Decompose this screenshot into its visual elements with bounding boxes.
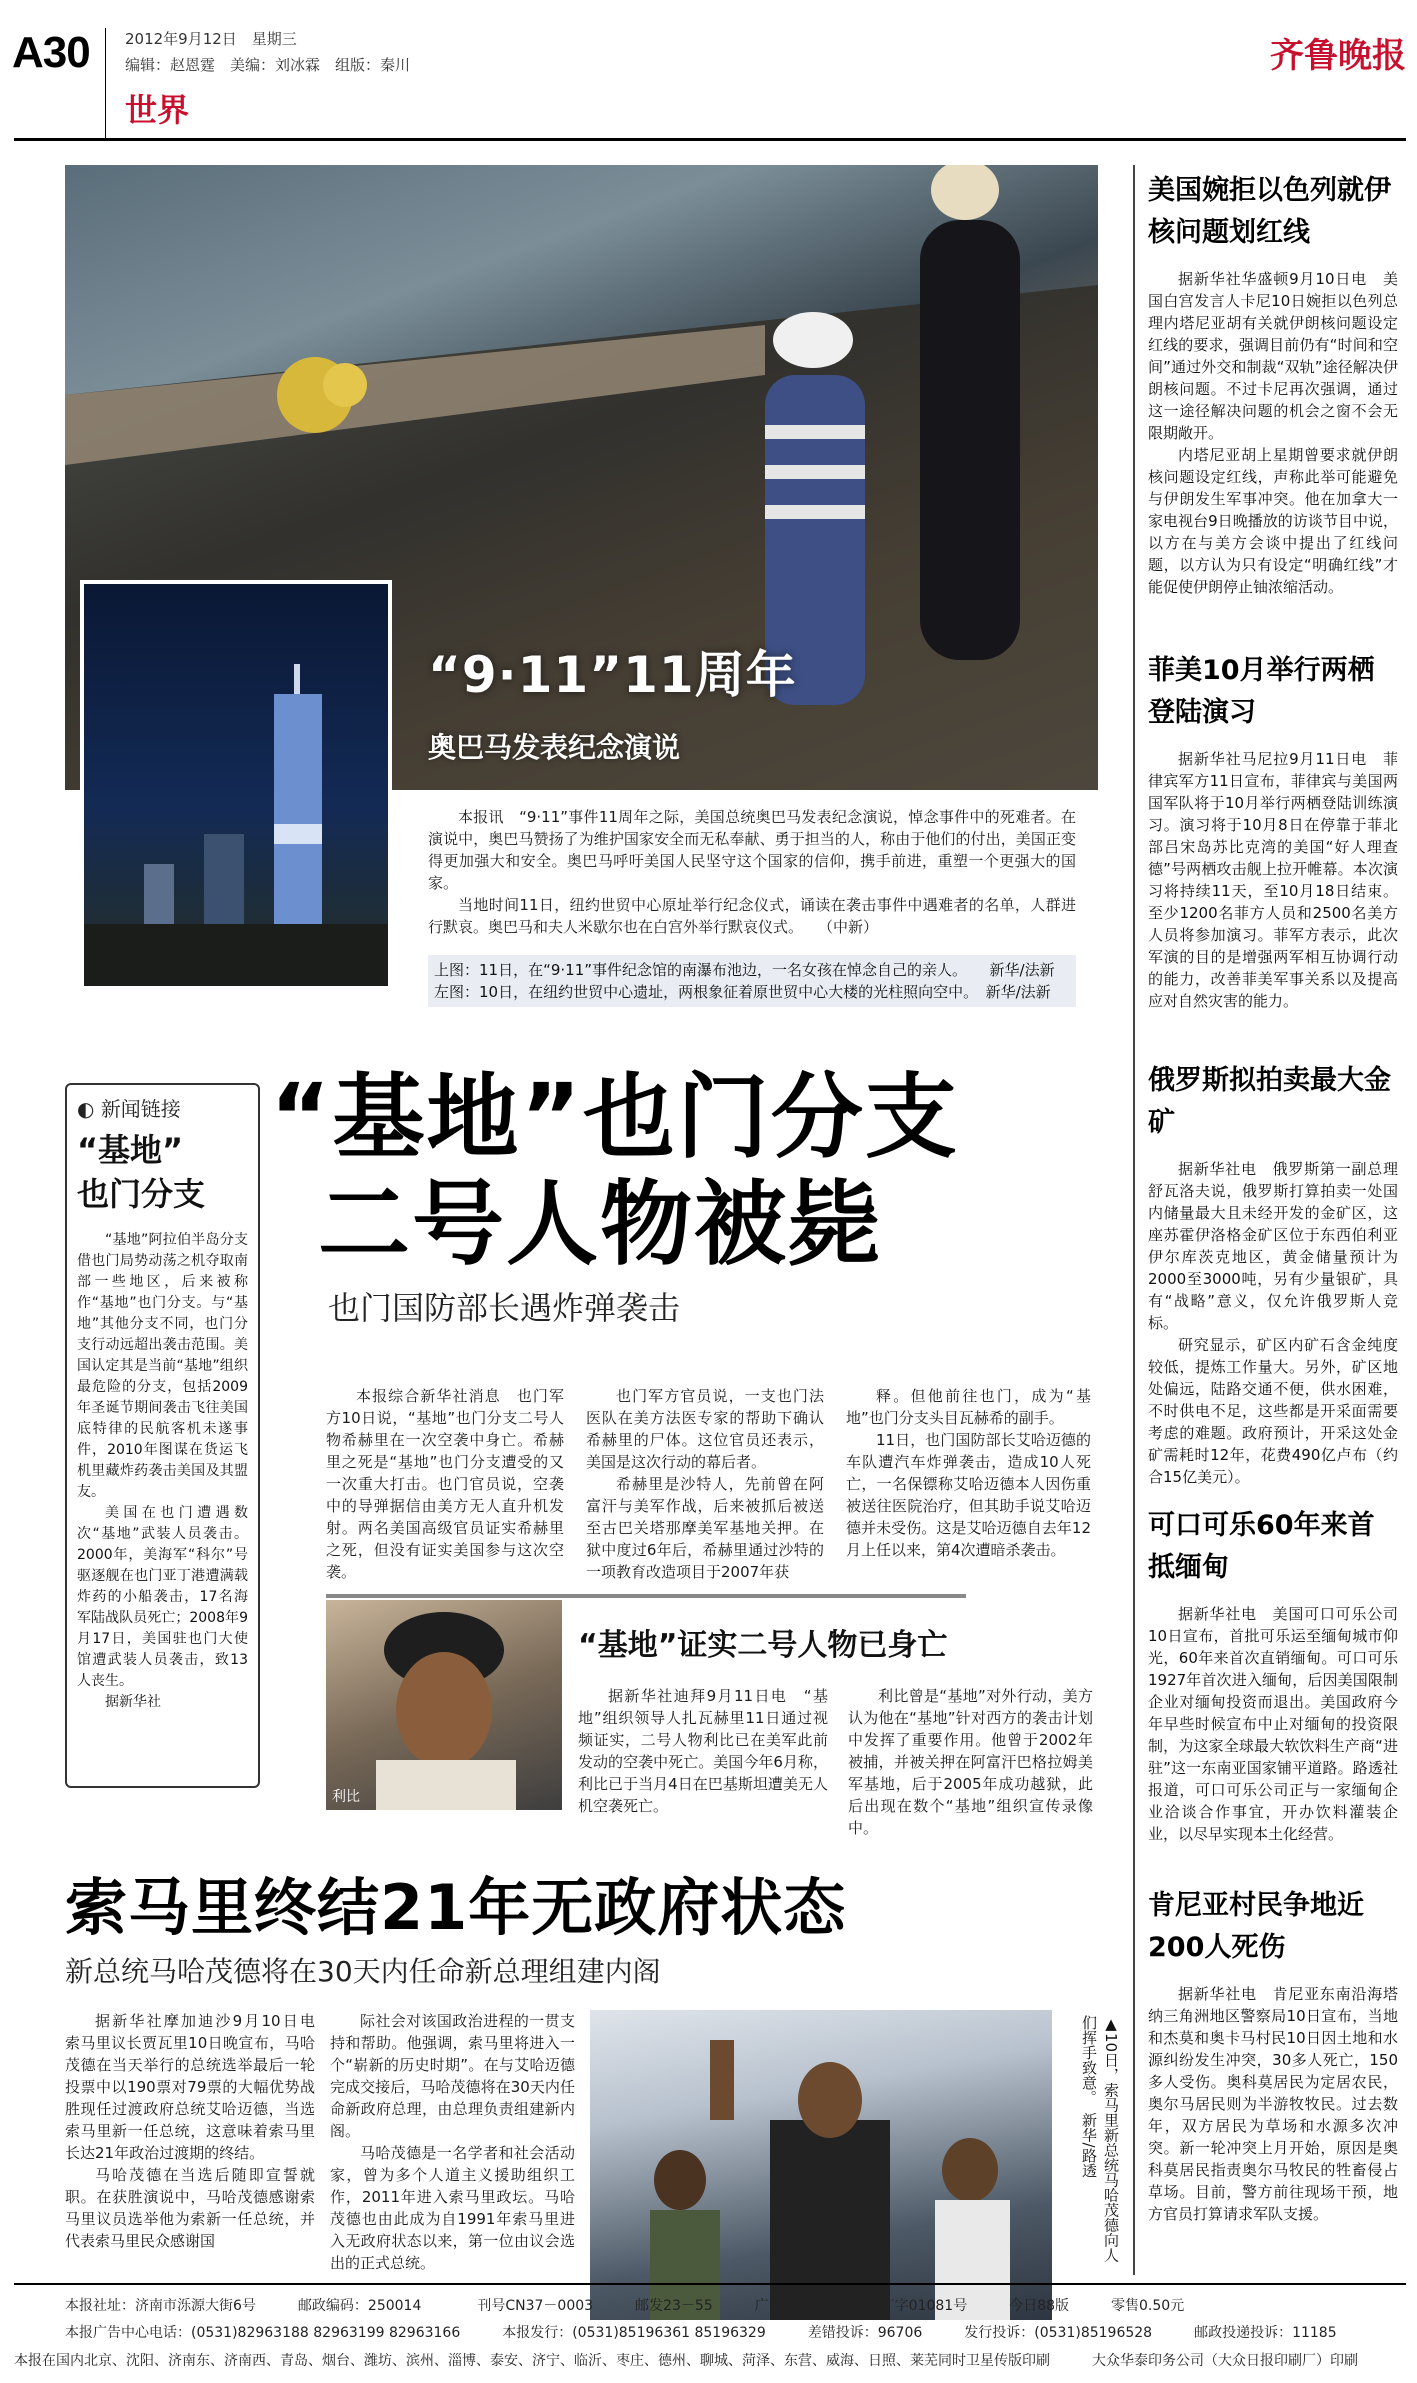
qaeda-sub-right: 利比曾是“基地”对外行动，美方认为他在“基地”针对西方的袭击计划中发挥了重要作用。他曾于2002年被捕，并被关押在阿富汗巴格拉姆美军基地，后于2005年成功越狱，此后出现在数个“基地”组织宣传录像中。 [848, 1687, 1093, 1837]
photo-caption: 上图：11日，在“9·11”事件纪念馆的南瀑布池边，一名女孩在悼念自己的亲人。 新华/法新 [434, 961, 1055, 979]
qaeda-sub-headline: “基地”证实二号人物已身亡 [578, 1628, 948, 1663]
brief-kenya [1148, 1885, 1398, 2225]
lead-headline: “9·11”11周年 [428, 646, 797, 704]
somalia-headline: 索马里终结21年无政府状态 [65, 1871, 847, 1944]
qaeda-headline-line1: “基地”也门分支 [270, 1064, 959, 1171]
somalia-paragraph: 马哈茂德是一名学者和社会活动家，曾为多个人道主义援助组织工作，2011年进入索马里政坛。马哈茂德也由此成为自1991年索马里进入无政府状态以来，第一位由议会选出的正式总统。 [330, 2144, 575, 2272]
rabbi-photo [326, 1600, 562, 1810]
header-rule [14, 138, 1406, 141]
brief-title: 俄罗斯拟拍卖最大金矿 [1148, 1065, 1391, 1138]
brief-paragraph: 内塔尼亚胡上星期曾要求就伊朗核问题设定红线，声称此举可能避免与伊朗发生军事冲突。他在加拿大一家电视台9日晚播放的访谈节目中说，以方在与美方会谈中提出了红线问题，以方认为只有设定“明确红线”才能促使伊朗停止铀浓缩活动。 [1148, 446, 1398, 596]
somalia-paragraph: 际社会对该国政治进程的一贯支持和帮助。他强调，索马里将进入一个“崭新的历史时期”。在与艾哈迈德完成交接后，马哈茂德将在30天内任命新政府总理，由总理负责组建新内阁。 [330, 2012, 575, 2140]
brief-paragraph: 据新华社电 美国可口可乐公司10日宣布，首批可乐运至缅甸城市仰光，60年来首次直销缅甸。可口可乐1927年首次进入缅甸，后因美国限制企业对缅甸投资而退出。美国政府今年早些时候宣布中止对缅甸的投资限制，为这家全球最大软饮料生产商“进驻”这一东南亚国家铺平道路。路透社报道，可口可乐公司正与一家缅甸企业洽谈合作事宜，开办饮料灌装企业，以尽早实现本土化经营。 [1148, 1605, 1398, 1843]
lead-captions [428, 955, 1076, 1007]
brief-israel [1148, 170, 1398, 598]
qaeda-col2 [586, 1385, 824, 1583]
brief-cocacola [1148, 1505, 1398, 1845]
issue-date: 2012年9月12日 星期三 [125, 30, 297, 48]
footer-line: 本报在国内北京、沈阳、济南东、济南西、青岛、烟台、潍坊、滨州、淄博、泰安、济宁、临沂、枣庄、德州、聊城、菏泽、东营、威海、日照、莱芜同时卫星传版印刷 大众华泰印务公司（大众日报印刷厂）印刷 [14, 2353, 1358, 2369]
brief-body [1148, 1603, 1398, 1845]
rabbi-photo-art [326, 1600, 562, 1810]
footer-line: 本报社址：济南市泺源大街6号 邮政编码：250014 刊号CN37－0003 邮发23－55 广告许可证：鲁工商广字01081号 今日88版 零售0.50元 [65, 2298, 1185, 2314]
qaeda-sub-left: 据新华社迪拜9月11日电 “基地”组织领导人扎瓦赫里11日通过视频证实，二号人物利比已在美军此前发动的空袭中死亡。美国今年6月称，利比已于当月4日在巴基斯坦遭美无人机空袭死亡。 [578, 1687, 828, 1815]
brief-title: 可口可乐60年来首抵缅甸 [1148, 1510, 1375, 1583]
newspaper-logo: 齐鲁晚报 [1270, 36, 1406, 76]
section-title: 世界 [125, 91, 190, 129]
somalia-subhead: 新总统马哈茂德将在30天内任命新总理组建内阁 [65, 1955, 661, 1988]
brief-philippines [1148, 650, 1398, 1012]
footer-rule [14, 2283, 1406, 2285]
brief-title: 美国婉拒以色列就伊核问题划红线 [1148, 175, 1391, 248]
brief-body [1148, 748, 1398, 1012]
qaeda-paragraph: 也门军方官员说，一支也门法医队在美方法医专家的帮助下确认希赫里的尸体。这位官员还表示，美国是这次行动的幕后者。 [586, 1387, 824, 1471]
qaeda-paragraph: 希赫里是沙特人，先前曾在阿富汗与美军作战，后来被抓后被送至古巴关塔那摩美军基地关押。在狱中度过6年后，希赫里通过沙特的一项教育改造项目于2007年获 [586, 1475, 824, 1581]
news-link-paragraph: “基地”阿拉伯半岛分支借也门局势动荡之机夺取南部一些地区，后来被称作“基地”也门分支。与“基地”其他分支不同，也门分支行动远超出袭击范围。美国认定其是当前“基地”组织最危险的分支，包括2009年圣诞节期间袭击飞往美国底特律的民航客机未遂事件，2010年图谋在货运飞机里藏炸药袭击美国及其盟友。 [77, 1232, 248, 1500]
news-link-box [65, 1083, 260, 1788]
footer-line: 本报广告中心电话：(0531)82963188 82963199 82963166 本报发行：(0531)85196361 85196329 差错投诉：96706 发行投诉：(0531)85196528 邮政投递投诉：11185 [65, 2325, 1337, 2341]
brief-body [1148, 268, 1398, 598]
qaeda-col1 [326, 1385, 564, 1583]
brief-paragraph: 据新华社电 肯尼亚东南沿海塔纳三角洲地区警察局10日宣布，当地和杰莫和奥卡马村民10日因土地和水源纠纷发生冲突，30多人死亡，150多人受伤。奥科莫居民为定居农民，奥尔马居民则为半游牧牧民。过去数年，双方居民为草场和水源多次冲突。新一轮冲突上月开始，原因是奥科莫居民指责奥尔马牧民的牲畜侵占草场。目前，警方前往现场干预，地方官员打算请求军队支援。 [1148, 1985, 1398, 2223]
somalia-paragraph: 据新华社摩加迪沙9月10日电 索马里议长贾瓦里10日晚宣布，马哈茂德在当天举行的总统选举最后一轮投票中以190票对79票的大幅优势战胜现任过渡政府总统艾哈迈德，当选索马里新一任总统，这意味着索马里长达21年政治过渡期的终结。 [65, 2012, 331, 2162]
editor-credits: 编辑：赵恩霆 美编：刘冰霖 组版：秦川 [125, 56, 411, 74]
tribute-lights-photo [80, 580, 392, 990]
lead-subhead: 奥巴马发表纪念演说 [428, 731, 681, 764]
tribute-lights-art [84, 584, 388, 986]
brief-paragraph: 研究显示，矿区内矿石含金纯度较低，提炼工作量大。另外，矿区地处偏远，陆路交通不便，供水困难，不时供电不足，这些都是开采面需要考虑的难题。政府预计，开采这处金矿需耗时12年，花费490亿卢布（约合15亿美元）。 [1148, 1336, 1398, 1486]
news-link-tag: ◐ 新闻链接 [77, 1097, 181, 1121]
news-link-body [77, 1230, 248, 1713]
somalia-photo-caption: ▲10日，索马里新总统马哈茂德向人们挥手致意。 新华/路透 [1080, 2015, 1120, 2263]
brief-paragraph: 据新华社华盛顿9月10日电 美国白宫发言人卡尼10日婉拒以色列总理内塔尼亚胡有关就伊朗核问题设定红线的要求，强调目前仍有“时间和空间”通过外交和制裁“双轨”途径解决伊朗核问题。不过卡尼再次强调，通过这一途径解决问题的机会之窗不会无限期敞开。 [1148, 270, 1398, 442]
brief-title: 肯尼亚村民争地近200人死伤 [1148, 1890, 1364, 1963]
qaeda-paragraph: 本报综合新华社消息 也门军方10日说，“基地”也门分支二号人物希赫里在一次空袭中身亡。希赫里之死是“基地”也门分支遭受的又一次重大打击。也门官员说，空袭中的导弹据信由美方无人直升机发射。两名美国高级官员证实希赫里之死，但没有证实美国参与这次空袭。 [326, 1387, 564, 1581]
qaeda-col3 [846, 1385, 1091, 1561]
brief-body [1148, 1158, 1398, 1488]
lead-story [428, 806, 1076, 938]
qaeda-headline-line2: 二号人物被毙 [318, 1171, 883, 1278]
somalia-photo-art [590, 2010, 1052, 2320]
lead-paragraph: 当地时间11日，纽约世贸中心原址举行纪念仪式，诵读在袭击事件中遇难者的名单，人群进行默哀。奥巴马和夫人米歇尔也在白宫外举行默哀仪式。 （中新） [428, 896, 1076, 936]
rabbi-photo-caption: 利比 [332, 1789, 360, 1805]
qaeda-paragraph: 释。但他前往也门，成为“基地”也门分支头目瓦赫希的副手。 [846, 1387, 1091, 1427]
brief-paragraph: 据新华社马尼拉9月11日电 菲律宾军方11日宣布，菲律宾与美国两国军队将于10月举行两栖登陆训练演习。演习将于10月8日在停靠于菲北部吕宋岛苏比克湾的美国“好人理查德”号两栖攻击舰上拉开帷幕。本次演习将持续11天，至10月18日结束。至少1200名菲方人员和2500名美方人员将参加演习。菲军方表示，此次军演的目的是增强两军相互协调行动的能力，改善菲美军事关系以及提高应对自然灾害的能力。 [1148, 750, 1398, 1010]
somalia-paragraph: 马哈茂德在当选后随即宣誓就职。在获胜演说中，马哈茂德感谢索马里议员选举他为索新一任总统，并代表索马里民众感谢国 [65, 2166, 315, 2250]
news-link-paragraph: 美国在也门遭遇数次“基地”武装人员袭击。2000年，美海军“科尔”号驱逐舰在也门亚丁港遭满载炸药的小船袭击，17名海军陆战队员死亡；2008年9月17日，美国驻也门大使馆遭武装人员袭击，致13人丧生。 [77, 1505, 248, 1689]
lead-paragraph: 本报讯 “9·11”事件11周年之际，美国总统奥巴马发表纪念演说，悼念事件中的死难者。在演说中，奥巴马赞扬了为维护国家安全而无私奉献、勇于担当的人，称由于他们的付出，美国正变得更加强大和安全。奥巴马呼吁美国人民坚守这个国家的信仰，携手前进，重塑一个更强大的国家。 [428, 808, 1076, 892]
somalia-col2 [330, 2010, 575, 2274]
header-divider [105, 28, 106, 138]
brief-paragraph: 据新华社电 俄罗斯第一副总理舒瓦洛夫说，俄罗斯打算拍卖一处国内储量最大且未经开发的金矿区，这座苏霍伊洛格金矿区位于东西伯利亚伊尔库茨克地区，黄金储量预计为2000至3000吨，另有少量银矿，具有“战略”意义，仅允许俄罗斯人竞标。 [1148, 1160, 1398, 1332]
news-link-paragraph: 据新华社 [105, 1694, 161, 1710]
somalia-col1 [65, 2010, 331, 2252]
news-link-title: “基地” 也门分支 [77, 1131, 206, 1213]
somalia-president-photo [590, 2010, 1052, 2320]
brief-body [1148, 1983, 1398, 2225]
column-divider [1133, 165, 1135, 2275]
sub-story-rule [326, 1594, 966, 1598]
photo-caption: 左图：10日，在纽约世贸中心遗址，两根象征着原世贸中心大楼的光柱照向空中。 新华/法新 [434, 983, 1051, 1001]
qaeda-subhead: 也门国防部长遇炸弹袭击 [328, 1289, 681, 1327]
qaeda-paragraph: 11日，也门国防部长艾哈迈德的车队遭汽车炸弹袭击，造成10人死亡，一名保镖称艾哈迈德本人因伤重被送往医院治疗，但其助手说艾哈迈德并未受伤。这是艾哈迈德自去年12月上任以来，第4次遭暗杀袭击。 [846, 1431, 1091, 1559]
page-number: A30 [12, 28, 90, 77]
brief-title: 菲美10月举行两栖登陆演习 [1148, 655, 1375, 728]
brief-russia [1148, 1060, 1398, 1488]
